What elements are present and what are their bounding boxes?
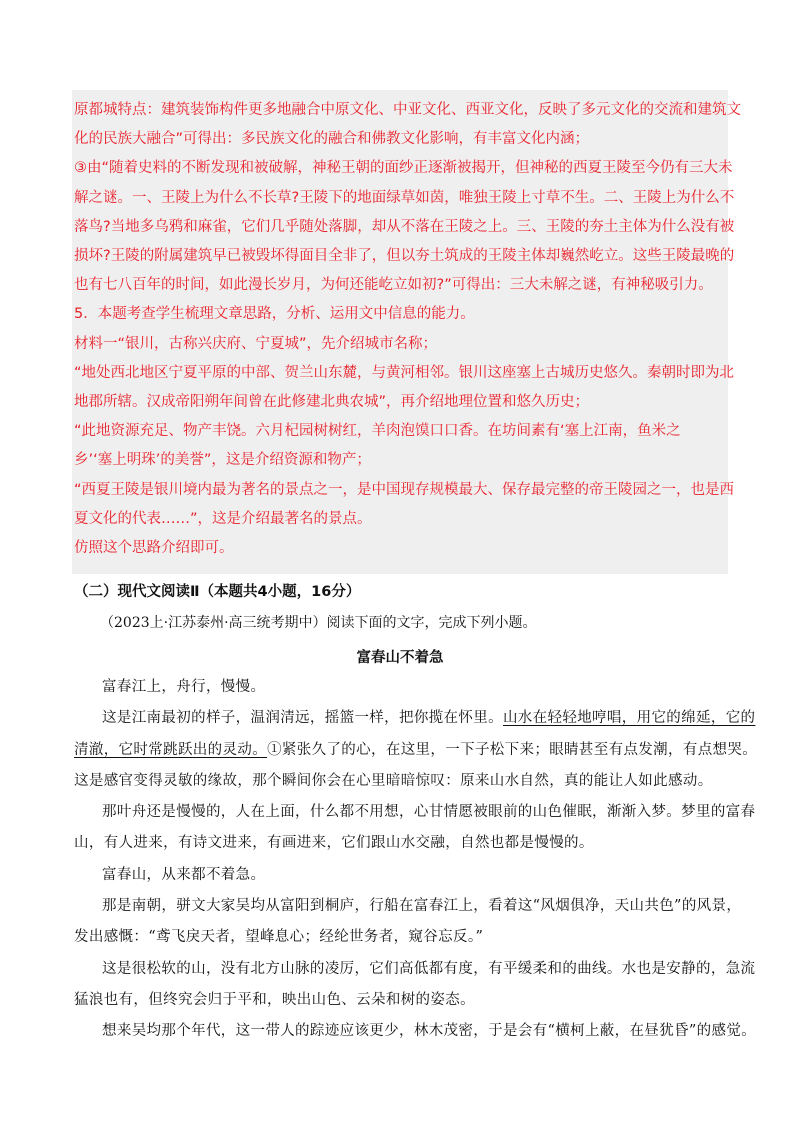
paragraph: 这是很松软的山，没有北方山脉的凌厉，它们高低都有度，有平缓柔和的曲线。水也是安静的，急流	[102, 960, 756, 977]
paragraph-text: 这是江南最初的样子，温润清远，摇篮一样，把你揽在怀里。	[102, 710, 503, 727]
paragraph: 富春江上，舟行，慢慢。	[102, 679, 266, 695]
answer-line: 地郡所辖。汉成帝阳朔年间曾在此修建北典农城”，再介绍地理位置和悠久历史；	[74, 394, 590, 411]
paragraph-continued: 发出感慨：“鸢飞戾天者，望峰息心；经纶世务者，窥谷忘反。”	[74, 929, 484, 946]
answer-line: “西夏王陵是银川境内最为著名的景点之一，是中国现存规模最大、保存最完整的帝王陵园之一，也是西	[74, 481, 735, 498]
answer-line: 夏文化的代表……”，这是介绍最著名的景点。	[74, 510, 372, 527]
answer-explanation	[74, 96, 741, 563]
paragraph: 想来吴均那个年代，这一带人的踪迹应该更少，林木茂密，于是会有“横柯上蔽，在昼犹昏”的感觉。	[102, 1023, 757, 1040]
answer-line: 也有七八百年的时间，如此漫长岁月，为何还能屹立如初?”可得出：三大未解之谜，有神秘吸引力。	[74, 277, 713, 294]
answer-line: 损坏?王陵的附属建筑早已被毁坏得面目全非了，但以夯土筑成的王陵主体却巍然屹立。这些王陵最晚的	[74, 248, 735, 265]
article-title: 富春山不着急	[356, 649, 444, 666]
paragraph-continued: 这是感官变得灵敏的缘故，那个瞬间你会在心里暗暗惊叹：原来山水自然，真的能让人如此感动。	[74, 772, 713, 789]
paragraph-text: ①紧张久了的心，在这里，一下子松下来；眼睛甚至有点发潮，有点想哭。	[267, 741, 758, 758]
underlined-sentence: 清澈，它时常跳跃出的灵动。	[74, 741, 268, 758]
answer-line: 原都城特点：建筑装饰构件更多地融合中原文化、中亚文化、西亚文化，反映了多元文化的交流和建筑文	[74, 102, 741, 118]
answer-line: 落鸟?当地多乌鸦和麻雀，它们几乎随处落脚，却从不落在王陵之上。三、王陵的夯土主体为什么没有被	[74, 218, 735, 235]
article-body	[74, 672, 758, 1048]
underlined-sentence: 山水在轻轻地哼唱，用它的绵延，它的	[502, 710, 756, 727]
answer-line: 乡’‘塞上明珠’的美誉”，这是介绍资源和物产；	[74, 452, 371, 469]
section-heading: （二）现代文阅读Ⅱ（本题共4小题，16分）	[74, 584, 361, 600]
paragraph-continued: 山，有人进来，有诗文进来，有画进来，它们跟山水交融，自然也都是慢慢的。	[74, 835, 594, 852]
paragraph-continued	[74, 735, 758, 766]
paragraph: 那叶舟还是慢慢的，人在上面，什么都不用想，心甘情愿被眼前的山色催眠，渐渐入梦。梦里的富春	[102, 804, 756, 821]
paragraph: 那是南朝，骈文大家吴均从富阳到桐庐，行船在富春江上，看着这“风烟俱净，天山共色”的风景，	[102, 898, 742, 915]
answer-line: 化的民族大融合”可得出：多民族文化的融合和佛教文化影响，有丰富文化内涵；	[74, 131, 590, 148]
answer-line: 5．本题考查学生梳理文章思路，分析、运用文中信息的能力。	[74, 306, 475, 323]
answer-line: “此地资源充足、物产丰饶。六月杞园树树红，羊肉泡馍口口香。在坊间素有‘塞上江南，鱼米之	[74, 423, 681, 440]
section-intro: （2023上·江苏泰州·高三统考期中）阅读下面的文字，完成下列小题。	[100, 615, 537, 631]
answer-line: 仿照这个思路介绍即可。	[74, 540, 234, 557]
answer-line: “地处西北地区宁夏平原的中部、贺兰山东麓，与黄河相邻。银川这座塞上古城历史悠久。秦朝时即为北	[74, 364, 735, 381]
paragraph	[74, 703, 756, 734]
answer-line: ③由“随着史料的不断发现和被破解，神秘王朝的面纱正逐渐被揭开，但神秘的西夏王陵至今仍有三大未	[74, 160, 733, 177]
answer-line: 材料一“银川，古称兴庆府、宁夏城”，先介绍城市名称；	[74, 335, 438, 352]
paragraph: 富春山，从来都不着急。	[102, 866, 266, 883]
paragraph-continued: 猛浪也有，但终究会归于平和，映出山色、云朵和树的姿态。	[74, 991, 475, 1008]
answer-line: 解之谜。一、王陵上为什么不长草?王陵下的地面绿草如茵，唯独王陵上寸草不生。二、王陵上为什么不	[74, 189, 735, 206]
